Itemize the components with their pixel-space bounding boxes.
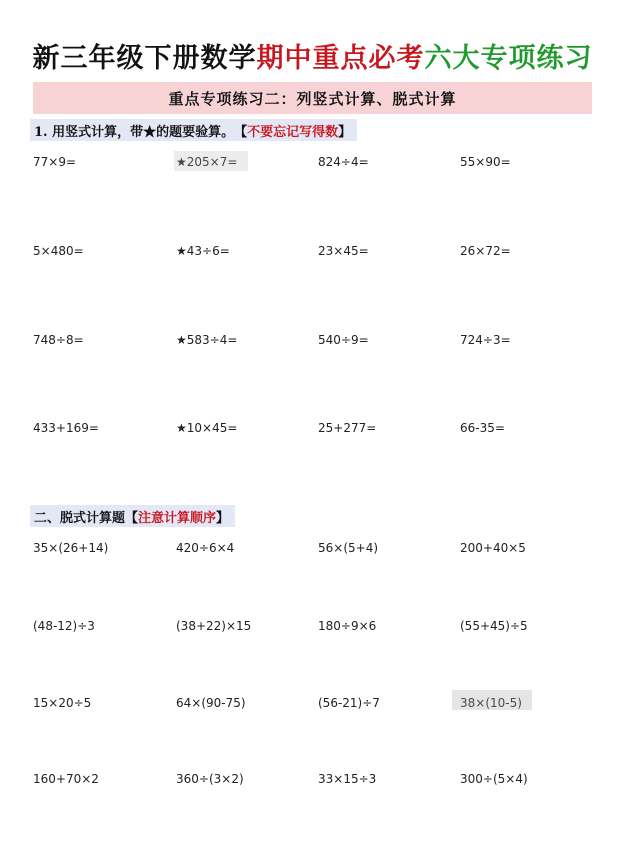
section-1-highlight: 不要忘记写得数 bbox=[247, 124, 339, 140]
section-1-bracket-close: 】 bbox=[338, 124, 352, 140]
section-1-heading bbox=[30, 119, 357, 141]
problem-cell: 160+70×2 bbox=[33, 772, 99, 786]
subtitle-banner bbox=[33, 82, 592, 114]
title-part-2: 期中重点必考 bbox=[256, 43, 425, 74]
problem-cell: ★583÷4= bbox=[176, 333, 238, 347]
problem-cell: 15×20÷5 bbox=[33, 696, 92, 710]
problem-cell: 748÷8= bbox=[33, 333, 84, 347]
problem-cell: ★205×7= bbox=[176, 155, 238, 169]
problem-cell: ★43÷6= bbox=[176, 244, 230, 258]
problem-cell: 33×15÷3 bbox=[318, 772, 377, 786]
problem-cell: (55+45)÷5 bbox=[460, 619, 528, 633]
watermark-overlay bbox=[174, 151, 248, 171]
problem-cell: 360÷(3×2) bbox=[176, 772, 244, 786]
problem-cell: 300÷(5×4) bbox=[460, 772, 528, 786]
problem-cell: 38×(10-5) bbox=[460, 696, 522, 710]
subtitle-text: 重点专项练习二：列竖式计算、脱式计算 bbox=[168, 89, 457, 108]
problem-cell: 77×9= bbox=[33, 155, 77, 169]
problem-cell: 64×(90-75) bbox=[176, 696, 246, 710]
problem-cell: 433+169= bbox=[33, 421, 99, 435]
problem-cell: 25+277= bbox=[318, 421, 377, 435]
problem-cell: 420÷6×4 bbox=[176, 541, 235, 555]
problem-cell: (38+22)×15 bbox=[176, 619, 252, 633]
problem-cell: (56-21)÷7 bbox=[318, 696, 380, 710]
problem-cell: 540÷9= bbox=[318, 333, 369, 347]
section-2-heading bbox=[30, 505, 235, 527]
section-1-label: 1. 用竖式计算，带★的题要验算。 bbox=[34, 124, 235, 140]
problem-cell: 5×480= bbox=[33, 244, 84, 258]
watermark-overlay bbox=[452, 690, 532, 710]
section-2-label: 二、脱式计算题 bbox=[34, 510, 126, 526]
problem-cell: 26×72= bbox=[460, 244, 511, 258]
title-part-1: 新三年级下册数学 bbox=[32, 43, 257, 74]
problem-cell: 35×(26+14) bbox=[33, 541, 109, 555]
page-title bbox=[0, 36, 625, 75]
section-2-highlight: 注意计算顺序 bbox=[138, 510, 217, 526]
problem-cell: (48-12)÷3 bbox=[33, 619, 95, 633]
problem-cell: 724÷3= bbox=[460, 333, 511, 347]
problem-cell: 55×90= bbox=[460, 155, 511, 169]
title-part-3: 六大专项练习 bbox=[424, 43, 593, 74]
section-2-bracket-close: 】 bbox=[216, 510, 230, 526]
problem-cell: 200+40×5 bbox=[460, 541, 526, 555]
problem-cell: ★10×45= bbox=[176, 421, 238, 435]
problem-cell: 23×45= bbox=[318, 244, 369, 258]
problem-cell: 824÷4= bbox=[318, 155, 369, 169]
section-1-bracket-open: 【 bbox=[234, 124, 248, 140]
section-2-bracket-open: 【 bbox=[125, 510, 139, 526]
problem-cell: 56×(5+4) bbox=[318, 541, 379, 555]
problem-cell: 180÷9×6 bbox=[318, 619, 377, 633]
problem-cell: 66-35= bbox=[460, 421, 505, 435]
